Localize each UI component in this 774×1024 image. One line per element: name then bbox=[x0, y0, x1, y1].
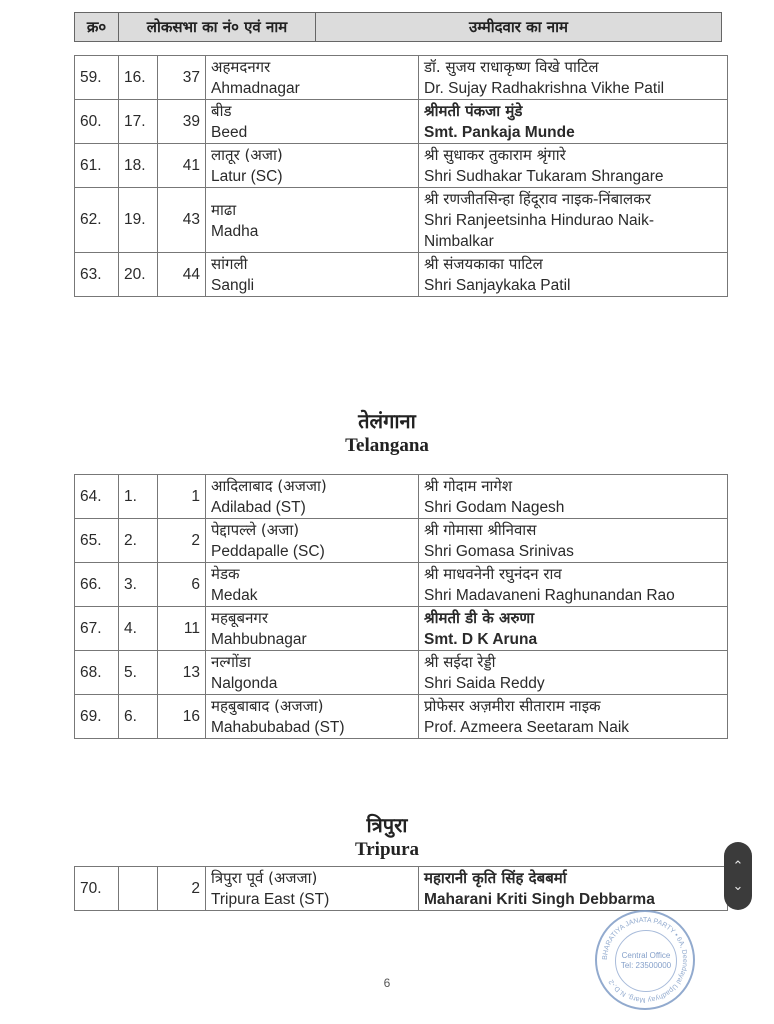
pc-number-cell bbox=[158, 695, 206, 739]
serial-cell bbox=[75, 607, 119, 651]
constituency-name-hindi: पेद्दापल्ले (अजा) bbox=[211, 521, 300, 539]
scroll-nav bbox=[724, 842, 752, 910]
state-number-cell bbox=[119, 563, 158, 607]
constituency-name-english: Medak bbox=[211, 587, 258, 604]
constituency-name-hindi: लातूर (अजा) bbox=[211, 146, 283, 164]
candidate-name-english: Shri Madavaneni Raghunandan Rao bbox=[424, 587, 675, 604]
constituency-name-hindi: मेडक bbox=[211, 565, 240, 583]
state-number-cell bbox=[119, 188, 158, 253]
constituency-cell bbox=[206, 607, 419, 651]
constituency-name-english: Sangli bbox=[211, 277, 255, 294]
table-row bbox=[75, 519, 728, 563]
state-number-cell bbox=[119, 144, 158, 188]
serial-cell bbox=[75, 519, 119, 563]
candidate-cell bbox=[419, 100, 728, 144]
state-number-cell bbox=[119, 607, 158, 651]
table-row bbox=[75, 475, 728, 519]
candidate-cell bbox=[419, 475, 728, 519]
constituency-name-hindi: बीड bbox=[211, 102, 232, 120]
candidate-name-english: Shri Saida Reddy bbox=[424, 675, 545, 692]
candidate-name-hindi: श्री गोमासा श्रीनिवास bbox=[424, 521, 537, 539]
pc-number: 41 bbox=[182, 156, 200, 174]
constituency-cell bbox=[206, 56, 419, 100]
constituency-name-english: Tripura East (ST) bbox=[211, 891, 330, 908]
serial-cell bbox=[75, 188, 119, 253]
candidate-name-english: Dr. Sujay Radhakrishna Vikhe Patil bbox=[424, 80, 665, 97]
state-number: 3. bbox=[124, 575, 137, 593]
serial-cell bbox=[75, 475, 119, 519]
telangana-title-english: Telangana bbox=[345, 435, 429, 456]
table-row bbox=[75, 253, 728, 297]
state-number-cell bbox=[119, 56, 158, 100]
constituency-cell bbox=[206, 519, 419, 563]
pc-number: 13 bbox=[182, 663, 200, 681]
constituency-name-hindi: अहमदनगर bbox=[211, 58, 271, 76]
state-number-cell bbox=[119, 100, 158, 144]
pc-number: 44 bbox=[182, 265, 200, 283]
state-number: 16. bbox=[124, 68, 146, 86]
section-title-telangana bbox=[0, 408, 774, 458]
state-number: 1. bbox=[124, 487, 137, 505]
pc-number-cell bbox=[158, 607, 206, 651]
state-number: 4. bbox=[124, 619, 137, 637]
constituency-name-hindi: महबुबाबाद (अजजा) bbox=[211, 697, 324, 715]
candidate-cell bbox=[419, 651, 728, 695]
state-number-cell bbox=[119, 253, 158, 297]
pc-number: 6 bbox=[191, 575, 200, 593]
constituency-cell bbox=[206, 563, 419, 607]
serial-number: 69. bbox=[80, 707, 102, 725]
candidate-cell bbox=[419, 188, 728, 253]
state-number-cell bbox=[119, 475, 158, 519]
candidate-name-english: Shri Sanjaykaka Patil bbox=[424, 277, 571, 294]
table-row bbox=[75, 563, 728, 607]
constituency-cell bbox=[206, 253, 419, 297]
candidate-name-hindi: श्री संजयकाका पाटिल bbox=[424, 255, 543, 273]
pc-number-cell bbox=[158, 867, 206, 911]
serial-number: 67. bbox=[80, 619, 102, 637]
constituency-name-english: Mahabubabad (ST) bbox=[211, 719, 345, 736]
pc-number-cell bbox=[158, 563, 206, 607]
serial-cell bbox=[75, 867, 119, 911]
state-number: 17. bbox=[124, 112, 146, 130]
constituency-name-english: Latur (SC) bbox=[211, 168, 283, 185]
state-number: 5. bbox=[124, 663, 137, 681]
state-number-cell bbox=[119, 651, 158, 695]
constituency-name-english: Beed bbox=[211, 124, 248, 141]
serial-cell bbox=[75, 253, 119, 297]
telangana-table bbox=[74, 474, 728, 739]
constituency-cell bbox=[206, 651, 419, 695]
candidate-name-english: Prof. Azmeera Seetaram Naik bbox=[424, 719, 630, 736]
state-number: 18. bbox=[124, 156, 146, 174]
pc-number-cell bbox=[158, 100, 206, 144]
pc-number-cell bbox=[158, 56, 206, 100]
constituency-cell bbox=[206, 475, 419, 519]
candidate-cell bbox=[419, 607, 728, 651]
constituency-name-hindi: त्रिपुरा पूर्व (अजजा) bbox=[211, 869, 318, 887]
serial-number: 61. bbox=[80, 156, 102, 174]
table-row bbox=[75, 651, 728, 695]
state-number: 2. bbox=[124, 531, 137, 549]
constituency-name-hindi: महबूबनगर bbox=[211, 609, 268, 627]
header-constituency: लोकसभा का नं० एवं नाम bbox=[119, 13, 316, 41]
candidate-name-english: Shri Ranjeetsinha Hindurao Naik-Nimbalkar bbox=[424, 212, 655, 250]
header-serial: क्र० bbox=[75, 13, 119, 41]
state-number: 20. bbox=[124, 265, 146, 283]
pc-number-cell bbox=[158, 519, 206, 563]
pc-number: 2 bbox=[191, 531, 200, 549]
candidate-name-hindi: श्रीमती डी के अरुणा bbox=[424, 609, 535, 627]
candidate-name-hindi: श्री सईदा रेड्डी bbox=[424, 653, 496, 671]
state-number: 19. bbox=[124, 211, 146, 228]
table-row bbox=[75, 867, 728, 911]
candidate-name-english: Shri Gomasa Srinivas bbox=[424, 543, 574, 560]
pc-number: 2 bbox=[191, 879, 200, 897]
state-number-cell bbox=[119, 867, 158, 911]
candidate-name-english: Smt. Pankaja Munde bbox=[424, 124, 575, 141]
chevron-down-icon[interactable]: ⌄ bbox=[732, 878, 744, 893]
page-number: 6 bbox=[383, 976, 391, 990]
chevron-up-icon[interactable]: ⌃ bbox=[732, 858, 744, 873]
serial-number: 68. bbox=[80, 663, 102, 681]
constituency-name-hindi: आदिलाबाद (अजजा) bbox=[211, 477, 327, 495]
pc-number: 37 bbox=[182, 68, 200, 86]
pc-number-cell bbox=[158, 475, 206, 519]
constituency-name-english: Madha bbox=[211, 222, 259, 240]
table-row bbox=[75, 100, 728, 144]
candidate-cell bbox=[419, 56, 728, 100]
serial-number: 70. bbox=[80, 879, 102, 897]
constituency-name-english: Mahbubnagar bbox=[211, 631, 307, 648]
candidate-cell bbox=[419, 253, 728, 297]
pc-number-cell bbox=[158, 144, 206, 188]
tripura-title-hindi: त्रिपुरा bbox=[366, 813, 408, 837]
serial-number: 64. bbox=[80, 487, 102, 505]
candidate-cell bbox=[419, 563, 728, 607]
candidate-name-english: Shri Godam Nagesh bbox=[424, 499, 565, 516]
serial-number: 65. bbox=[80, 531, 102, 549]
header-candidate: उम्मीदवार का नाम bbox=[469, 18, 568, 36]
candidate-name-hindi: महारानी कृति सिंह देबबर्मा bbox=[424, 869, 567, 887]
serial-cell bbox=[75, 651, 119, 695]
candidate-name-hindi: प्रोफेसर अज़मीरा सीताराम नाइक bbox=[424, 697, 601, 715]
serial-number: 60. bbox=[80, 112, 102, 130]
tripura-title-english: Tripura bbox=[354, 839, 420, 860]
constituency-name-english: Ahmadnagar bbox=[211, 80, 300, 97]
table-row bbox=[75, 607, 728, 651]
pc-number: 1 bbox=[191, 487, 200, 505]
table-row bbox=[75, 695, 728, 739]
stamp-ring-text: BHARATIYA JANATA PARTY • 6A, Deendayal Upadhyay Marg, N.D.-2 bbox=[601, 916, 689, 1004]
constituency-name-hindi: नल्गोंडा bbox=[211, 653, 251, 671]
table-row bbox=[75, 188, 728, 253]
candidate-cell bbox=[419, 695, 728, 739]
candidate-name-hindi: श्री माधवनेनी रघुनंदन राव bbox=[424, 565, 562, 583]
pc-number-cell bbox=[158, 188, 206, 253]
telangana-title-hindi: तेलंगाना bbox=[358, 409, 416, 433]
table-row bbox=[75, 144, 728, 188]
candidate-name-hindi: श्री सुधाकर तुकाराम श्रृंगारे bbox=[424, 146, 566, 164]
candidate-name-hindi: श्री रणजीतसिन्हा हिंदूराव नाइक-निंबालकर bbox=[424, 190, 651, 208]
table-row bbox=[75, 56, 728, 100]
candidate-cell bbox=[419, 519, 728, 563]
pc-number: 11 bbox=[183, 619, 200, 637]
state-number-cell bbox=[119, 695, 158, 739]
candidate-name-hindi: श्रीमती पंकजा मुंडे bbox=[424, 102, 523, 120]
serial-cell bbox=[75, 144, 119, 188]
constituency-cell bbox=[206, 188, 419, 253]
tripura-table bbox=[74, 866, 728, 911]
constituency-name-english: Nalgonda bbox=[211, 675, 278, 692]
table-header bbox=[74, 12, 722, 42]
pc-number-cell bbox=[158, 253, 206, 297]
party-office-stamp bbox=[595, 910, 695, 1010]
pc-number: 16 bbox=[182, 707, 200, 725]
state-number-cell bbox=[119, 519, 158, 563]
serial-number: 66. bbox=[80, 575, 102, 593]
pc-number: 39 bbox=[182, 112, 200, 130]
candidate-name-english: Smt. D K Aruna bbox=[424, 631, 538, 648]
serial-cell bbox=[75, 563, 119, 607]
candidate-cell bbox=[419, 144, 728, 188]
serial-cell bbox=[75, 56, 119, 100]
serial-cell bbox=[75, 100, 119, 144]
candidate-name-hindi: श्री गोदाम नागेश bbox=[424, 477, 513, 495]
candidate-name-english: Maharani Kriti Singh Debbarma bbox=[424, 891, 655, 908]
serial-cell bbox=[75, 695, 119, 739]
constituency-name-english: Peddapalle (SC) bbox=[211, 543, 325, 560]
constituency-cell bbox=[206, 100, 419, 144]
constituency-cell bbox=[206, 867, 419, 911]
constituency-cell bbox=[206, 695, 419, 739]
pc-number: 43 bbox=[182, 211, 200, 228]
candidate-name-english: Shri Sudhakar Tukaram Shrangare bbox=[424, 168, 664, 185]
constituency-cell bbox=[206, 144, 419, 188]
state-number: 6. bbox=[124, 707, 137, 725]
constituency-name-english: Adilabad (ST) bbox=[211, 499, 306, 516]
maharashtra-table bbox=[74, 55, 728, 297]
section-title-tripura bbox=[0, 812, 774, 862]
candidate-name-hindi: डॉ. सुजय राधाकृष्ण विखे पाटिल bbox=[424, 58, 599, 76]
serial-number: 62. bbox=[80, 211, 102, 228]
pc-number-cell bbox=[158, 651, 206, 695]
constituency-name-hindi: माढा bbox=[211, 200, 237, 219]
stamp-line2: Tel: 23500000 bbox=[620, 961, 672, 970]
serial-number: 59. bbox=[80, 68, 102, 86]
serial-number: 63. bbox=[80, 265, 102, 283]
constituency-name-hindi: सांगली bbox=[211, 255, 248, 273]
candidate-cell bbox=[419, 867, 728, 911]
stamp-line1: Central Office bbox=[621, 951, 671, 960]
